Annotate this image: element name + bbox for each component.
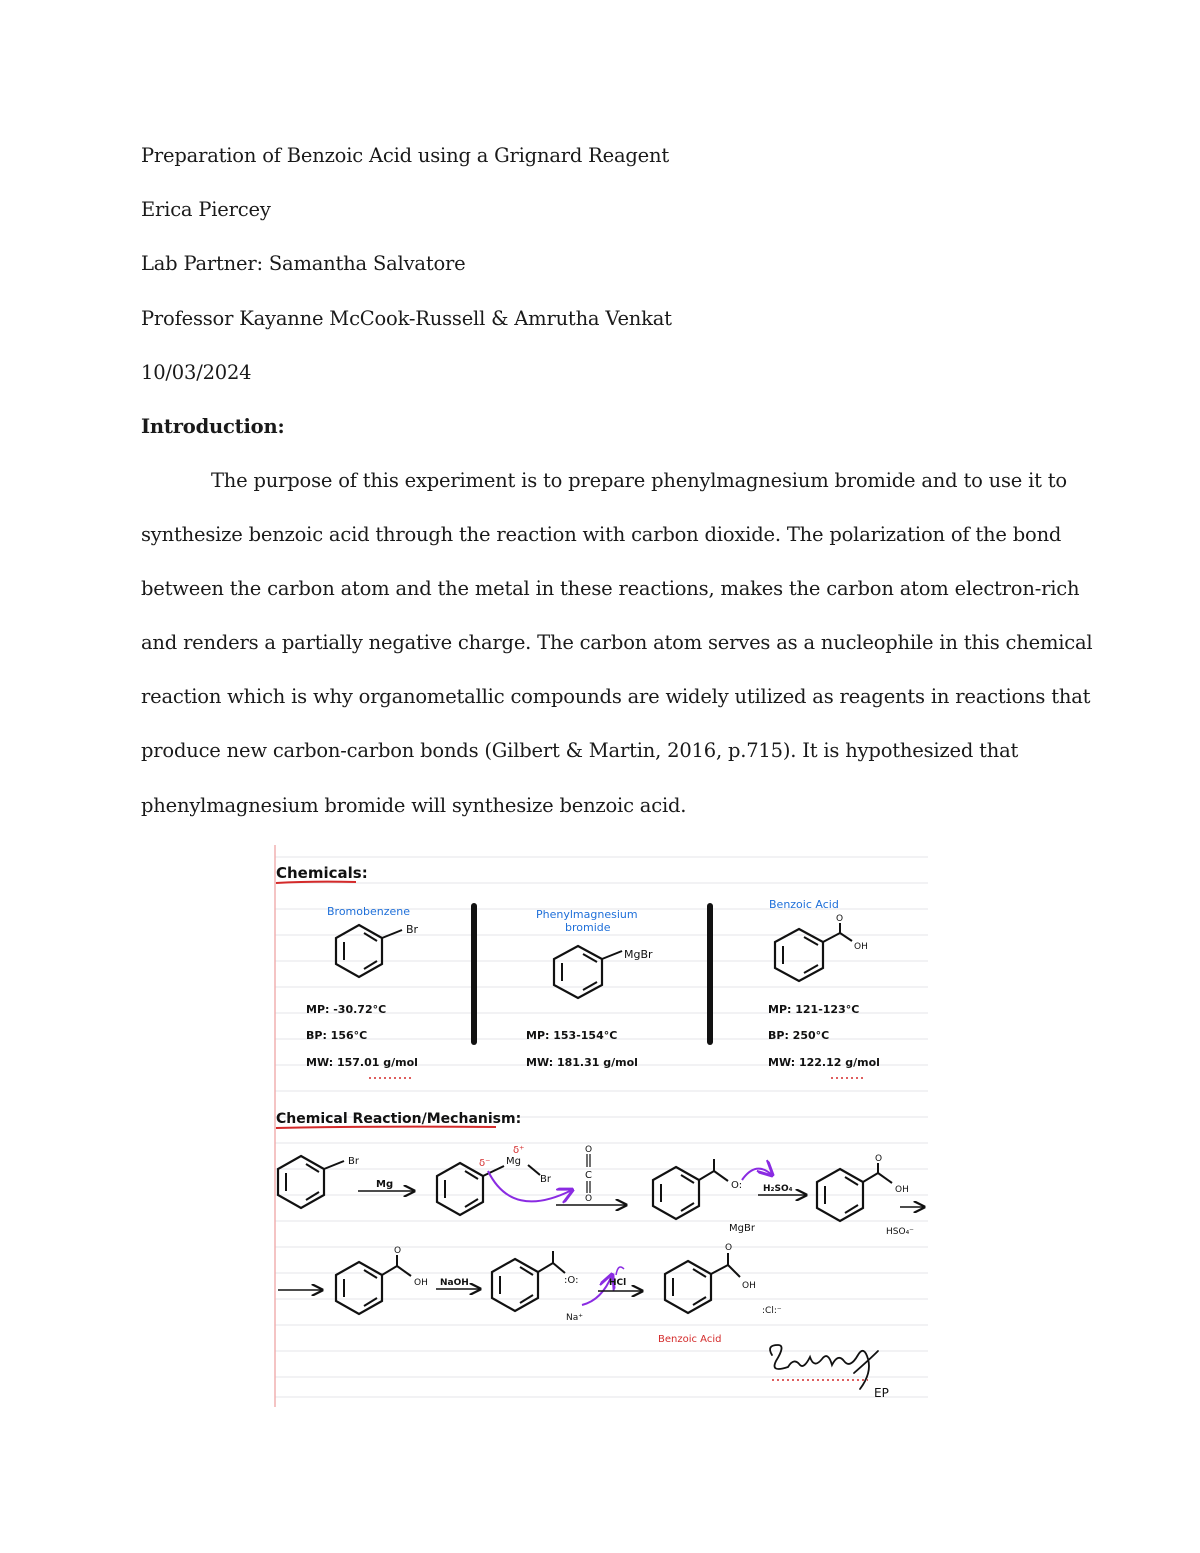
property: MP: 121-123°C: [768, 1003, 860, 1016]
counter-ion-label: MgBr: [729, 1223, 755, 1234]
property: BP: 250°C: [768, 1029, 830, 1042]
paragraph-line: synthesize benzoic acid through the reaction with carbon dioxide. The polarization of the bond: [141, 523, 1062, 546]
hydroxyl-label: OH: [742, 1281, 756, 1291]
chemicals-heading: Chemicals:: [276, 864, 368, 882]
alkoxide-label: O:: [731, 1180, 743, 1191]
reagent-label: NaOH: [440, 1278, 469, 1288]
carbonyl-oxygen: O: [725, 1243, 733, 1253]
paragraph-line: The purpose of this experiment is to prepare phenylmagnesium bromide and to use it to: [211, 469, 1067, 492]
carbonyl-oxygen: O: [394, 1246, 402, 1256]
compound-name: bromide: [565, 921, 611, 934]
author-name: Erica Piercey: [141, 198, 271, 221]
partial-positive: δ⁺: [513, 1145, 525, 1156]
lab-partner: Lab Partner: Samantha Salvatore: [141, 252, 466, 275]
chloride-label: :Cl:⁻: [762, 1306, 782, 1316]
hydroxyl-label: OH: [414, 1278, 428, 1288]
bromine-label: Br: [540, 1174, 551, 1185]
compound-name: Benzoic Acid: [769, 898, 839, 911]
professors: Professor Kayanne McCook-Russell & Amrutha Venkat: [141, 307, 672, 330]
signature-initials: EP: [874, 1386, 889, 1400]
introduction-heading: Introduction:: [141, 415, 285, 438]
handwritten-notes-figure: [272, 845, 928, 1407]
compound-name: Phenylmagnesium: [536, 908, 638, 921]
mechanism-heading: Chemical Reaction/Mechanism:: [276, 1111, 522, 1127]
date: 10/03/2024: [141, 361, 252, 384]
product-label: Benzoic Acid: [658, 1334, 722, 1345]
byproduct-label: HSO₄⁻: [886, 1227, 914, 1237]
paragraph-line: and renders a partially negative charge. The carbon atom serves as a nucleophile in this chemical: [141, 631, 1093, 654]
separator-bar: [707, 903, 713, 1045]
paragraph-line: produce new carbon-carbon bonds (Gilbert & Martin, 2016, p.715). It is hypothesized that: [141, 739, 1019, 762]
separator-bar: [471, 903, 477, 1045]
magnesium-label: Mg: [506, 1156, 521, 1167]
property: MW: 181.31 g/mol: [526, 1056, 638, 1069]
property: MW: 122.12 g/mol: [768, 1056, 880, 1069]
alkoxide-label: :O:: [564, 1275, 579, 1286]
co2-oxygen: O: [585, 1194, 593, 1204]
paragraph-line: phenylmagnesium bromide will synthesize benzoic acid.: [141, 794, 687, 817]
substituent-label: MgBr: [624, 948, 653, 961]
co2-carbon: C: [585, 1170, 592, 1181]
counter-ion-label: Na⁺: [566, 1313, 583, 1323]
property: MW: 157.01 g/mol: [306, 1056, 418, 1069]
carbonyl-oxygen: O: [875, 1154, 883, 1164]
document-title: Preparation of Benzoic Acid using a Grignard Reagent: [141, 144, 670, 167]
property: MP: -30.72°C: [306, 1003, 387, 1016]
bromine-label: Br: [348, 1156, 359, 1167]
property: MP: 153-154°C: [526, 1029, 618, 1042]
reagent-label: HCl: [609, 1278, 627, 1288]
partial-negative: δ⁻: [479, 1158, 491, 1169]
reagent-label: Mg: [376, 1179, 394, 1190]
paragraph-line: reaction which is why organometallic compounds are widely utilized as reagents in reactions that: [141, 685, 1091, 708]
property: BP: 156°C: [306, 1029, 368, 1042]
carbonyl-oxygen: O: [836, 914, 844, 924]
compound-name: Bromobenzene: [327, 905, 411, 918]
hydroxyl-label: OH: [895, 1185, 909, 1195]
substituent-label: OH: [854, 942, 868, 952]
reagent-label: H₂SO₄: [763, 1184, 793, 1194]
paragraph-line: between the carbon atom and the metal in these reactions, makes the carbon atom electron-rich: [141, 577, 1080, 600]
co2-oxygen: O: [585, 1145, 593, 1155]
substituent-label: Br: [406, 923, 419, 936]
